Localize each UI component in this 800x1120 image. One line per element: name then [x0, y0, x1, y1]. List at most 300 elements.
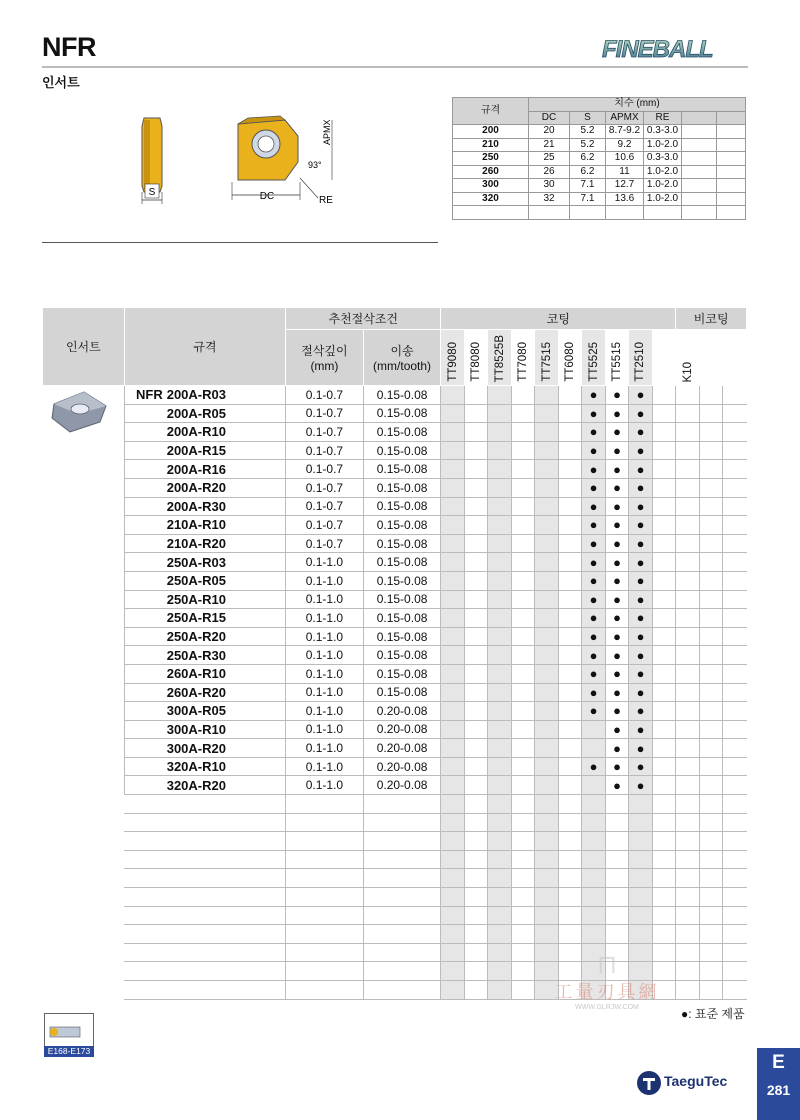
table-row	[43, 720, 747, 739]
grade-cell	[441, 478, 464, 497]
watermark-url: WWW.GLRJW.COM	[575, 1004, 639, 1011]
grade-cell	[605, 386, 628, 405]
grade-cell	[441, 609, 464, 628]
grade-cell	[652, 534, 676, 553]
reference-link[interactable]: E168-E173	[44, 1046, 94, 1057]
grade-cell	[629, 404, 652, 423]
table-row	[43, 776, 747, 795]
grade-cell	[723, 981, 747, 1000]
spec-cell	[124, 906, 285, 925]
grade-cell	[511, 888, 534, 907]
section-letter: E	[772, 1052, 785, 1073]
grade-cell	[676, 404, 699, 423]
grade-cell	[652, 813, 676, 832]
depth-cell: 0.1-0.7	[286, 516, 364, 535]
dim-row-empty	[453, 206, 746, 220]
grade-cell	[488, 943, 511, 962]
grade-cell	[488, 757, 511, 776]
grade-cell	[511, 590, 534, 609]
grade-cell	[558, 646, 581, 665]
grade-cell	[629, 646, 652, 665]
grade-cell	[676, 795, 699, 814]
depth-cell: 0.1-0.7	[286, 497, 364, 516]
feed-cell: 0.15-0.08	[363, 516, 441, 535]
dim-col-group: 치수 (mm)	[529, 98, 746, 112]
availability-dot: ●	[636, 647, 645, 663]
feed-cell: 0.20-0.08	[363, 720, 441, 739]
grade-cell	[676, 571, 699, 590]
availability-dot: ●	[636, 443, 645, 459]
availability-dot: ●	[636, 684, 645, 700]
grade-cell	[652, 516, 676, 535]
availability-dot: ●	[636, 405, 645, 421]
grade-cell	[582, 404, 605, 423]
table-row	[43, 386, 747, 405]
grade-cell	[699, 906, 722, 925]
depth-cell	[286, 869, 364, 888]
availability-dot: ●	[636, 498, 645, 514]
grade-cell	[464, 739, 487, 758]
grade-cell	[699, 813, 722, 832]
grade-cell	[723, 739, 747, 758]
depth-cell: 0.1-1.0	[286, 757, 364, 776]
availability-dot: ●	[613, 610, 621, 626]
watermark-icon: ⊓	[596, 949, 618, 979]
feed-cell: 0.15-0.08	[363, 478, 441, 497]
spec-cell	[124, 702, 285, 721]
grade-cell	[605, 739, 628, 758]
availability-dot: ●	[589, 591, 598, 607]
grade-cell	[535, 534, 558, 553]
dim-row	[453, 179, 746, 193]
grade-cell	[652, 739, 676, 758]
grade-cell	[558, 516, 581, 535]
footnote: ●: 표준 제품	[681, 1007, 745, 1021]
grade-cell	[629, 925, 652, 944]
grade-cell	[652, 832, 676, 851]
grade-col-header	[464, 330, 487, 386]
grade-cell	[699, 720, 722, 739]
grade-cell	[535, 925, 558, 944]
grade-cell	[629, 423, 652, 442]
grade-cell	[652, 590, 676, 609]
grade-cell	[535, 609, 558, 628]
grade-cell	[723, 386, 747, 405]
availability-dot: ●	[636, 461, 645, 477]
spec-cell	[124, 553, 285, 572]
availability-dot: ●	[589, 703, 598, 719]
insert-cell	[43, 553, 125, 572]
dim-cell-empty	[717, 192, 746, 206]
dim-cell-empty	[644, 206, 682, 220]
depth-cell	[286, 795, 364, 814]
depth-cell: 0.1-1.0	[286, 627, 364, 646]
grade-cell	[511, 497, 534, 516]
grade-cell	[488, 813, 511, 832]
grade-cell	[511, 423, 534, 442]
grade-cell	[582, 646, 605, 665]
availability-dot: ●	[589, 405, 598, 421]
dim-cell-empty	[682, 125, 717, 139]
spec-cell	[124, 757, 285, 776]
grade-cell	[652, 386, 676, 405]
grade-cell	[558, 888, 581, 907]
insert-cell	[43, 981, 125, 1000]
availability-dot: ●	[613, 573, 621, 589]
insert-cell	[43, 906, 125, 925]
spec-code: 320A-R10	[166, 759, 226, 775]
grade-cell	[558, 534, 581, 553]
dim-cell: 13.6	[606, 192, 644, 206]
dim-cell-empty	[682, 152, 717, 166]
grade-cell	[582, 739, 605, 758]
spec-cell	[124, 776, 285, 795]
grade-cell	[488, 404, 511, 423]
grade-cell	[464, 553, 487, 572]
grade-cell	[558, 571, 581, 590]
spec-code: 250A-R03	[166, 554, 226, 570]
grade-cell	[723, 720, 747, 739]
col-depth-label: 절삭깊이	[301, 344, 348, 358]
svg-text:APMX: APMX	[322, 119, 332, 145]
spec-cell	[124, 609, 285, 628]
availability-dot: ●	[589, 554, 598, 570]
grade-cell	[676, 925, 699, 944]
spec-cell	[124, 813, 285, 832]
spec-cell	[124, 386, 285, 405]
depth-cell	[286, 943, 364, 962]
feed-cell	[363, 981, 441, 1000]
grade-cell	[558, 441, 581, 460]
grade-cell	[558, 590, 581, 609]
dim-sub-col-empty	[717, 111, 746, 125]
dim-cell: 1.0-2.0	[644, 179, 682, 193]
insert-cell	[43, 813, 125, 832]
grade-cell	[629, 813, 652, 832]
grade-label: TT7515	[540, 342, 553, 382]
availability-dot: ●	[589, 759, 598, 775]
grade-cell	[535, 423, 558, 442]
grade-col-header	[652, 330, 676, 386]
spec-cell	[124, 720, 285, 739]
grade-cell	[511, 646, 534, 665]
depth-cell: 0.1-0.7	[286, 441, 364, 460]
grade-cell	[699, 981, 722, 1000]
grade-cell	[441, 757, 464, 776]
grade-cell	[441, 943, 464, 962]
availability-dot: ●	[613, 721, 621, 737]
insert-cell	[43, 441, 125, 460]
grade-cell	[558, 795, 581, 814]
grade-cell	[511, 664, 534, 683]
grade-cell	[558, 850, 581, 869]
dim-cell: 0.3-3.0	[644, 125, 682, 139]
grade-cell	[699, 571, 722, 590]
dim-cell-empty	[682, 165, 717, 179]
spec-cell	[124, 962, 285, 981]
table-row-empty	[43, 925, 747, 944]
dim-cell-grade: 210	[453, 138, 529, 152]
grade-cell	[582, 869, 605, 888]
grade-cell	[582, 553, 605, 572]
grade-cell	[582, 720, 605, 739]
grade-cell	[582, 795, 605, 814]
grade-cell	[441, 646, 464, 665]
grade-cell	[558, 757, 581, 776]
insert-cell	[43, 720, 125, 739]
product-table	[42, 307, 747, 1000]
grade-cell	[511, 795, 534, 814]
spec-code: 300A-R10	[166, 721, 226, 737]
grade-cell	[723, 813, 747, 832]
grade-cell	[511, 925, 534, 944]
grade-cell	[676, 869, 699, 888]
grade-cell	[558, 702, 581, 721]
dim-cell-empty	[717, 152, 746, 166]
grade-cell	[652, 441, 676, 460]
dim-row	[453, 125, 746, 139]
grade-cell	[605, 646, 628, 665]
grade-cell	[582, 683, 605, 702]
grade-cell	[676, 497, 699, 516]
grade-cell	[629, 776, 652, 795]
availability-dot: ●	[613, 387, 621, 403]
dim-row	[453, 138, 746, 152]
grade-cell	[558, 609, 581, 628]
grade-cell	[441, 460, 464, 479]
table-row-empty	[43, 850, 747, 869]
fineball-logo	[600, 33, 746, 63]
grade-cell	[676, 590, 699, 609]
grade-cell	[535, 516, 558, 535]
grade-cell	[464, 386, 487, 405]
grade-cell	[582, 386, 605, 405]
grade-cell	[699, 478, 722, 497]
grade-cell	[558, 497, 581, 516]
dim-cell: 1.0-2.0	[644, 165, 682, 179]
feed-cell	[363, 888, 441, 907]
feed-cell: 0.15-0.08	[363, 497, 441, 516]
grade-cell	[535, 739, 558, 758]
grade-cell	[676, 534, 699, 553]
spec-cell	[124, 869, 285, 888]
grade-cell	[723, 795, 747, 814]
grade-cell	[652, 869, 676, 888]
depth-cell: 0.1-0.7	[286, 534, 364, 553]
grade-cell	[723, 943, 747, 962]
feed-cell	[363, 906, 441, 925]
page-subtitle: 인서트	[42, 75, 80, 90]
grade-cell	[676, 739, 699, 758]
grade-cell	[582, 757, 605, 776]
grade-cell	[676, 516, 699, 535]
spec-cell	[124, 943, 285, 962]
grade-cell	[699, 404, 722, 423]
availability-dot: ●	[636, 759, 645, 775]
spec-cell	[124, 981, 285, 1000]
grade-cell	[699, 497, 722, 516]
grade-cell	[535, 813, 558, 832]
spec-code: 200A-R10	[166, 424, 226, 440]
dim-cell-grade: 320	[453, 192, 529, 206]
grade-cell	[629, 888, 652, 907]
grade-cell	[441, 813, 464, 832]
grade-cell	[511, 776, 534, 795]
availability-dot: ●	[613, 517, 621, 533]
grade-cell	[558, 386, 581, 405]
grade-cell	[723, 460, 747, 479]
grade-cell	[488, 386, 511, 405]
grade-cell	[605, 516, 628, 535]
grade-cell	[488, 869, 511, 888]
feed-cell: 0.15-0.08	[363, 590, 441, 609]
availability-dot: ●	[589, 666, 598, 682]
grade-cell	[652, 627, 676, 646]
grade-cell	[629, 497, 652, 516]
insert-cell	[43, 478, 125, 497]
grade-col-header	[699, 330, 722, 386]
col-feed-label: 이송	[390, 344, 414, 358]
grade-cell	[535, 590, 558, 609]
grade-cell	[699, 423, 722, 442]
spec-cell	[124, 404, 285, 423]
availability-dot: ●	[613, 684, 621, 700]
insert-cell	[43, 739, 125, 758]
grade-cell	[535, 553, 558, 572]
grade-cell	[441, 441, 464, 460]
grade-cell	[605, 795, 628, 814]
grade-cell	[723, 832, 747, 851]
grade-cell	[488, 534, 511, 553]
grade-cell	[535, 664, 558, 683]
taegutec-logo-icon	[636, 1070, 662, 1096]
grade-cell	[511, 702, 534, 721]
grade-cell	[488, 776, 511, 795]
depth-cell: 0.1-1.0	[286, 739, 364, 758]
insert-cell	[43, 869, 125, 888]
grade-cell	[488, 925, 511, 944]
grade-cell	[582, 813, 605, 832]
grade-cell	[652, 423, 676, 442]
insert-cell	[43, 497, 125, 516]
grade-cell	[723, 609, 747, 628]
grade-cell	[464, 609, 487, 628]
grade-cell	[723, 664, 747, 683]
grade-cell	[535, 646, 558, 665]
availability-dot: ●	[613, 554, 621, 570]
grade-cell	[723, 906, 747, 925]
grade-cell	[652, 404, 676, 423]
grade-cell	[629, 683, 652, 702]
grade-cell	[464, 720, 487, 739]
grade-cell	[699, 664, 722, 683]
grade-cell	[558, 423, 581, 442]
grade-cell	[652, 925, 676, 944]
availability-dot: ●	[636, 721, 645, 737]
col-cutting-conditions: 추천절삭조건	[286, 308, 441, 330]
depth-cell: 0.1-0.7	[286, 460, 364, 479]
table-row	[43, 590, 747, 609]
depth-cell: 0.1-1.0	[286, 646, 364, 665]
feed-cell: 0.15-0.08	[363, 646, 441, 665]
dim-cell: 12.7	[606, 179, 644, 193]
grade-cell	[723, 516, 747, 535]
grade-cell	[558, 906, 581, 925]
depth-cell	[286, 906, 364, 925]
dim-cell-empty	[529, 206, 570, 220]
grade-cell	[464, 683, 487, 702]
insert-cell	[43, 590, 125, 609]
grade-cell	[605, 702, 628, 721]
availability-dot: ●	[613, 777, 621, 793]
grade-cell	[723, 627, 747, 646]
dim-cell: 11	[606, 165, 644, 179]
spec-cell	[124, 478, 285, 497]
dim-cell: 0.3-3.0	[644, 152, 682, 166]
availability-dot: ●	[613, 629, 621, 645]
grade-cell	[511, 757, 534, 776]
grade-cell	[511, 553, 534, 572]
grade-cell	[605, 869, 628, 888]
feed-cell: 0.15-0.08	[363, 627, 441, 646]
grade-cell	[676, 386, 699, 405]
depth-cell: 0.1-0.7	[286, 423, 364, 442]
grade-cell	[605, 683, 628, 702]
spec-cell	[124, 423, 285, 442]
insert-cell	[43, 795, 125, 814]
grade-cell	[723, 478, 747, 497]
grade-cell	[629, 739, 652, 758]
grade-cell	[511, 832, 534, 851]
grade-cell	[488, 683, 511, 702]
grade-cell	[676, 553, 699, 572]
grade-cell	[558, 925, 581, 944]
grade-cell	[464, 497, 487, 516]
availability-dot: ●	[613, 480, 621, 496]
depth-cell: 0.1-0.7	[286, 404, 364, 423]
table-row	[43, 609, 747, 628]
availability-dot: ●	[636, 480, 645, 496]
availability-dot: ●	[636, 536, 645, 552]
spec-code: 250A-R30	[166, 647, 226, 663]
spec-cell	[124, 534, 285, 553]
dim-cell: 6.2	[570, 165, 606, 179]
dim-cell: 25	[529, 152, 570, 166]
grade-cell	[488, 590, 511, 609]
grade-cell	[652, 795, 676, 814]
grade-cell	[699, 869, 722, 888]
feed-cell	[363, 962, 441, 981]
dim-cell-empty	[717, 125, 746, 139]
grade-cell	[464, 981, 487, 1000]
dim-row	[453, 152, 746, 166]
grade-label: TT8080	[470, 342, 483, 382]
grade-cell	[488, 981, 511, 1000]
grade-cell	[699, 943, 722, 962]
grade-cell	[441, 981, 464, 1000]
grade-cell	[629, 609, 652, 628]
brand-name: TaeguTec	[664, 1073, 728, 1089]
grade-cell	[441, 888, 464, 907]
dim-sub-col: RE	[644, 111, 682, 125]
grade-cell	[488, 423, 511, 442]
grade-cell	[699, 553, 722, 572]
grade-cell	[582, 478, 605, 497]
grade-cell	[464, 478, 487, 497]
grade-cell	[582, 441, 605, 460]
grade-cell	[441, 534, 464, 553]
grade-cell	[699, 386, 722, 405]
